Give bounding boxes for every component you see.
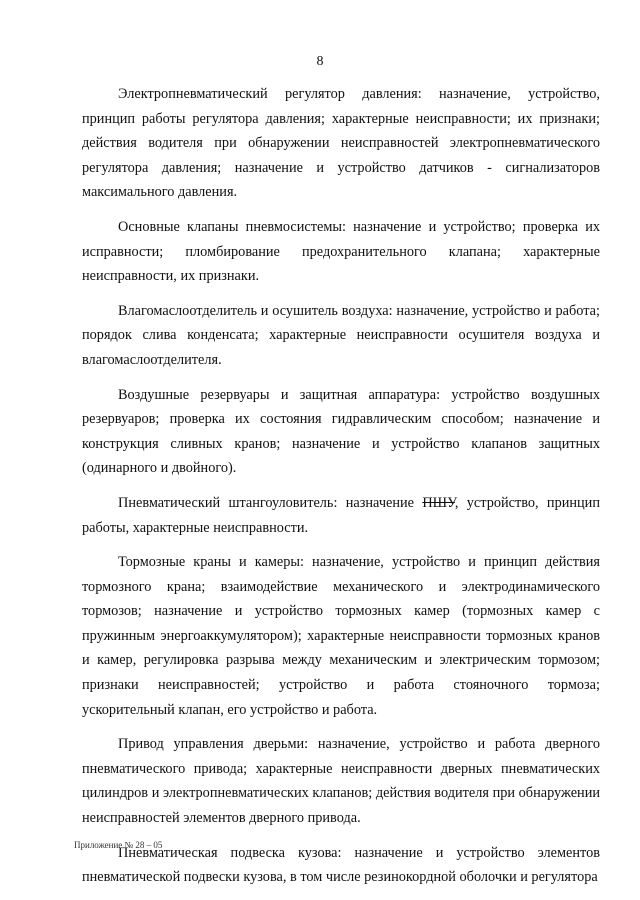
paragraph-air-suspension: Пневматическая подвеска кузова: назначение и устройство элементов пневматической подвески кузова, в том числе резинокордной оболочки и регулятора [82, 844, 600, 886]
paragraph-pressure-regulator: Электропневматический регулятор давления: назначение, устройство, принцип работы регулятора давления; характерные неисправности; их признаки; действия водителя при обнаружении неисправностей электропневматического регулятора давления; назначение и устройство датчиков - сигнализаторов максимального давления. [82, 86, 600, 201]
footer-note: Приложение № 28 – 05 [74, 840, 163, 850]
paragraph-moisture-separator: Влагомаслоотделитель и осушитель воздуха: назначение, устройство и работа; порядок слива конденсата; характерные неисправности осушителя воздуха и влагомаслоотделителя. [82, 302, 600, 368]
page-number: 8 [316, 54, 324, 69]
paragraph-main-valves: Основные клапаны пневмосистемы: назначение и устройство; проверка их исправности; пломбирование предохранительного клапана; характерные неисправности, их признаки. [82, 218, 600, 285]
pole-catcher-text-before: Пневматический штангоуловитель: назначение [118, 494, 423, 511]
paragraph-brake-valves: Тормозные краны и камеры: назначение, устройство и принцип действия тормозного крана; взаимодействие механического и электродинамического тормозов; назначение и устройство тормозных камер (тормозных камер с пружинным энергоаккумулятором); характерные неисправности тормозных кранов и камер, регулировка разрыва между механическим и электрическим тормозом; признаки неисправностей; устройство и работа стояночного тормоза; ускорительный клапан, его устройство и работа. [82, 554, 600, 718]
pole-catcher-text-after: , устройство, принцип работы, характерные неисправности. [82, 494, 600, 536]
paragraph-door-drive: Привод управления дверьми: назначение, устройство и работа дверного пневматического привода; характерные неисправности дверных пневматических цилиндров и электропневматических клапанов; действия водителя при обнаружении неисправностей элементов дверного привода. [82, 736, 600, 827]
paragraph-air-reservoirs: Воздушные резервуары и защитная аппаратура: устройство воздушных резервуаров; проверка их состояния гидравлическим способом; назначение и конструкция сливных кранов; назначение и устройство клапанов защитных (одинарного и двойного). [82, 386, 600, 477]
paragraph-pole-catcher [82, 491, 600, 540]
document-body [82, 82, 600, 900]
struck-abbreviation: ПШУ [422, 494, 455, 511]
